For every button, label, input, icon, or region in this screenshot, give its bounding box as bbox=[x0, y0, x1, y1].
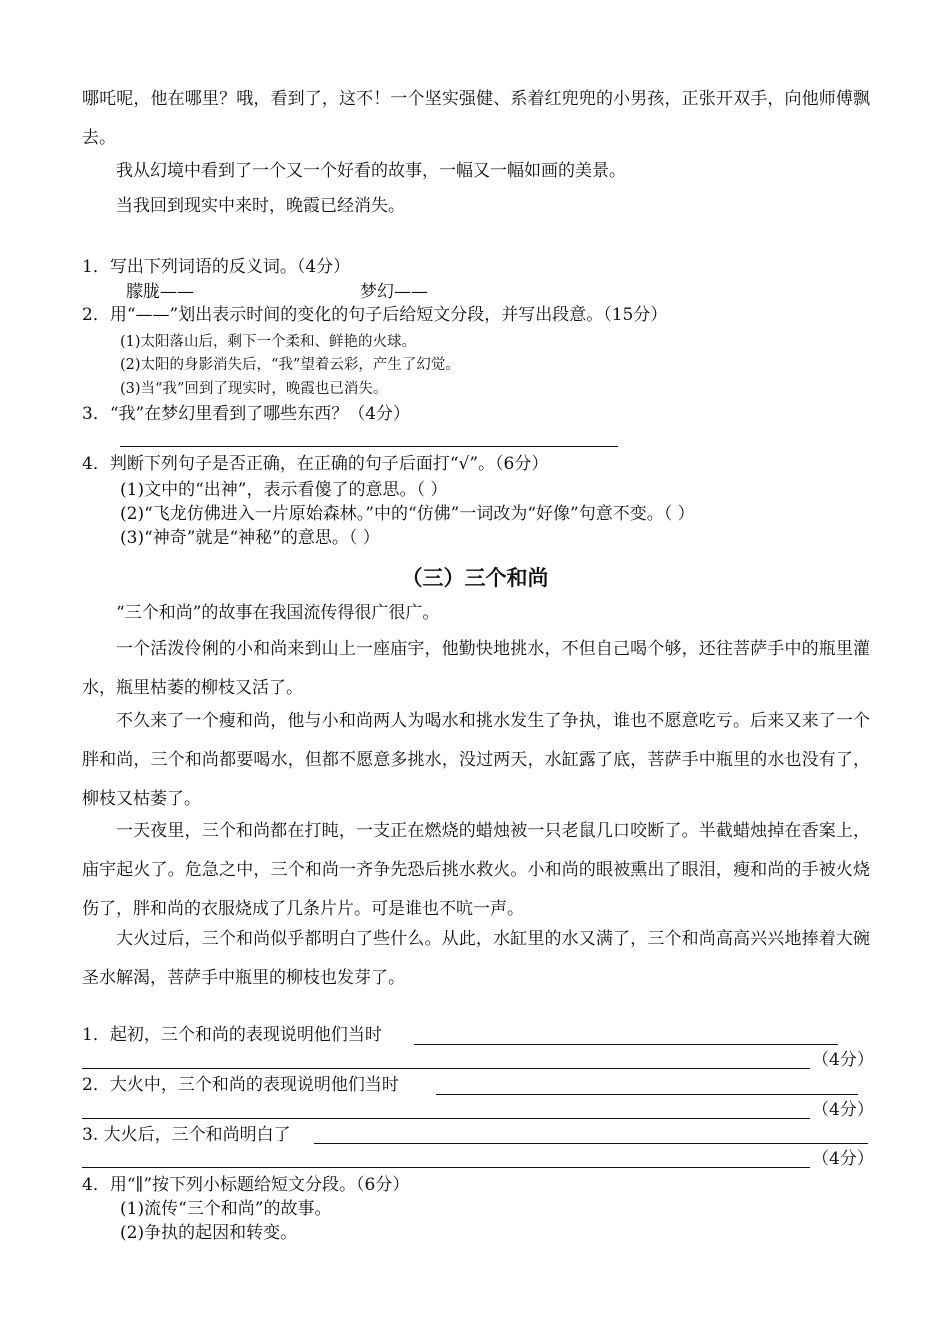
p2-question-1: 1．写出下列词语的反义词。（4分） bbox=[82, 257, 351, 277]
p2-q4-item-2: (2)“飞龙仿佛进入一片原始森林。”中的“仿佛”一词改为“好像”句意不变。（ ） bbox=[120, 504, 695, 524]
passage2-paragraph-1: 哪吒呢，他在哪里？哦，看到了，这不！一个坚实强健、系着红兜兜的小男孩，正张开双手，向他师傅飘去。 bbox=[82, 89, 870, 148]
p3-q2-answer-line-1[interactable] bbox=[436, 1094, 858, 1095]
p3-q3-answer-line-2[interactable] bbox=[82, 1167, 810, 1168]
p2-question-3: 3．“我”在梦幻里看到了哪些东西？（4分） bbox=[82, 404, 411, 424]
p3-question-1: 1．起初，三个和尚的表现说明他们当时 bbox=[82, 1025, 382, 1045]
passage3-paragraph-5: 大火过后，三个和尚似乎都明白了些什么。从此，水缸里的水又满了，三个和尚高高兴兴地捧着大碗圣水解渴，菩萨手中瓶里的柳枝也发芽了。 bbox=[82, 929, 870, 988]
p2-q1-word-2: 梦幻—— bbox=[360, 282, 428, 302]
passage3-title: （三）三个和尚 bbox=[401, 566, 549, 590]
passage3-paragraph-1: “三个和尚”的故事在我国流传得很广很广。 bbox=[116, 603, 440, 623]
p2-q4-item-1: (1)文中的“出神”，表示看傻了的意思。（ ） bbox=[120, 480, 448, 500]
p3-question-2: 2．大火中，三个和尚的表现说明他们当时 bbox=[82, 1075, 399, 1095]
p2-q3-answer-line[interactable] bbox=[120, 446, 618, 447]
p2-q2-item-2: (2)太阳的身影消失后，“我”望着云彩，产生了幻觉。 bbox=[120, 357, 460, 373]
p2-q1-word-1: 朦胧—— bbox=[126, 282, 194, 302]
p2-question-2: 2．用“——”划出表示时间的变化的句子后给短文分段，并写出段意。（15分） bbox=[82, 305, 668, 325]
passage2-paragraph-3: 当我回到现实中来时，晚霞已经消失。 bbox=[116, 196, 405, 216]
p3-question-4: 4．用“∥”按下列小标题给短文分段。（6分） bbox=[82, 1175, 410, 1195]
p3-q2-score: （4分） bbox=[812, 1100, 874, 1120]
p3-q3-score: （4分） bbox=[812, 1149, 874, 1169]
passage3-paragraph-4: 一天夜里，三个和尚都在打盹，一支正在燃烧的蜡烛被一只老鼠几口咬断了。半截蜡烛掉在香案上，庙宇起火了。危急之中，三个和尚一齐争先恐后挑水救火。小和尚的眼被熏出了眼泪，瘦和尚的手被火烧伤了，胖和尚的衣服烧成了几条片片。可是谁也不吭一声。 bbox=[82, 821, 870, 919]
p3-q4-item-2: (2)争执的起因和转变。 bbox=[120, 1223, 298, 1243]
p2-q2-item-1: (1)太阳落山后，剩下一个柔和、鲜艳的火球。 bbox=[120, 334, 417, 350]
p2-q4-item-3: (3)“神奇”就是“神秘”的意思。（ ） bbox=[120, 528, 380, 548]
passage3-paragraph-3: 不久来了一个瘦和尚，他与小和尚两人为喝水和挑水发生了争执，谁也不愿意吃亏。后来又来了一个胖和尚，三个和尚都要喝水，但都不愿意多挑水，没过两天，水缸露了底，菩萨手中瓶里的水也没有了，柳枝又枯萎了。 bbox=[82, 711, 870, 809]
p2-q2-item-3: (3)当“我”回到了现实时，晚霞也已消失。 bbox=[120, 381, 388, 397]
passage3-paragraph-2: 一个活泼伶俐的小和尚来到山上一座庙宇，他勤快地挑水，不但自己喝个够，还往菩萨手中的瓶里灌水，瓶里枯萎的柳枝又活了。 bbox=[82, 639, 870, 698]
p3-q1-answer-line-1[interactable] bbox=[414, 1044, 838, 1045]
p3-q3-answer-line-1[interactable] bbox=[314, 1143, 868, 1144]
p2-question-4: 4．判断下列句子是否正确，在正确的句子后面打“√”。（6分） bbox=[82, 454, 549, 474]
p3-q4-item-1: (1)流传“三个和尚”的故事。 bbox=[120, 1199, 332, 1219]
passage2-paragraph-2: 我从幻境中看到了一个又一个好看的故事，一幅又一幅如画的美景。 bbox=[116, 161, 626, 181]
p3-q2-answer-line-2[interactable] bbox=[82, 1118, 810, 1119]
p3-question-3: 3. 大火后，三个和尚明白了 bbox=[82, 1125, 291, 1145]
p3-q1-answer-line-2[interactable] bbox=[82, 1068, 810, 1069]
p3-q1-score: （4分） bbox=[812, 1050, 874, 1070]
